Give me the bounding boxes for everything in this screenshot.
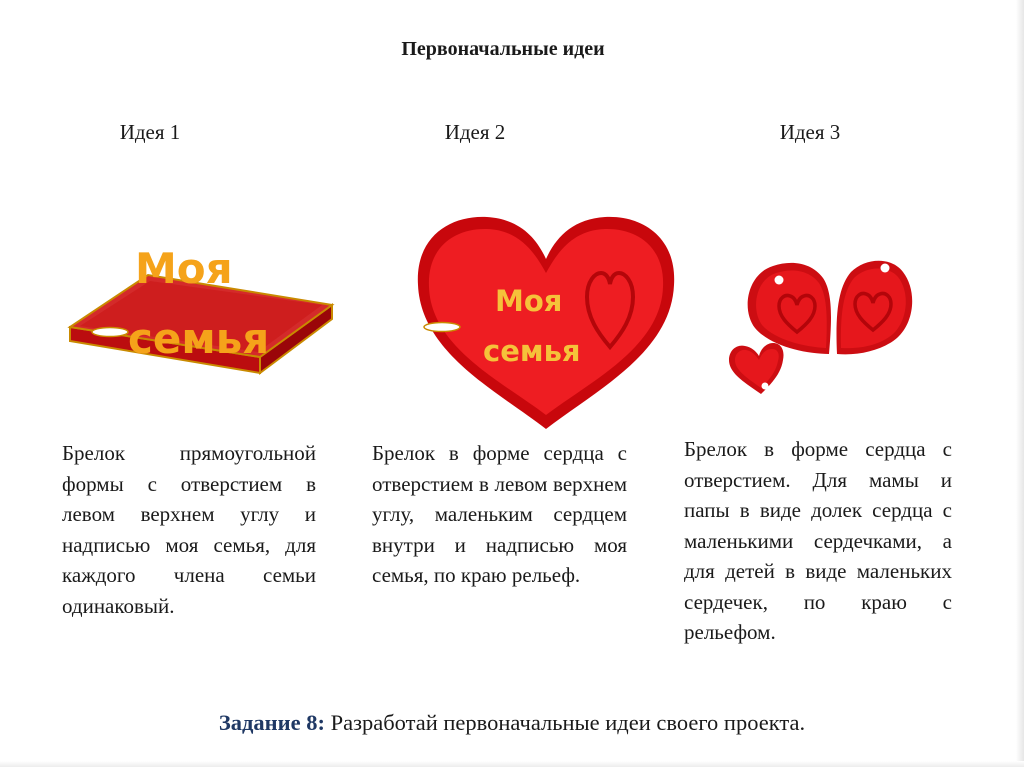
idea-2-label: Идея 2 bbox=[444, 120, 506, 144]
idea-2-text-line1: Моя bbox=[495, 284, 563, 318]
task-label: Задание 8: bbox=[218, 710, 325, 735]
rectangular-keychain-image bbox=[60, 235, 350, 385]
idea-1-text-line2: семья bbox=[128, 314, 270, 363]
idea-1-text-line1: Моя bbox=[135, 244, 233, 293]
task-text: Разработай первоначальные идеи своего проекта. bbox=[324, 710, 806, 735]
idea-3-description: Брелок в форме сердца с отверстием. Для мамы и папы в виде долек сердца с маленькими сердечками, а для детей в виде маленьких сердечек, по краю с рельефом. bbox=[684, 437, 952, 644]
task-line bbox=[0, 710, 1024, 736]
slide-bottom-edge bbox=[0, 761, 1024, 767]
idea-1-label: Идея 1 bbox=[119, 120, 181, 144]
slide-right-edge bbox=[1016, 0, 1024, 767]
idea-1-description: Брелок прямоугольной формы с отверстием в левом верхнем углу и надписью моя семья, для каждого члена семьи одинаковый. bbox=[62, 441, 316, 618]
idea-3-label: Идея 3 bbox=[779, 120, 841, 144]
idea-2-description: Брелок в форме сердца с отверстием в левом верхнем углу, маленьким сердцем внутри и надписью моя семья, по краю рельеф. bbox=[372, 441, 627, 587]
idea-2-text-line2: семья bbox=[483, 334, 581, 368]
heart-keychain-image bbox=[415, 215, 677, 433]
slide-title: Первоначальные идеи bbox=[401, 38, 605, 60]
split-hearts-image bbox=[725, 250, 925, 400]
